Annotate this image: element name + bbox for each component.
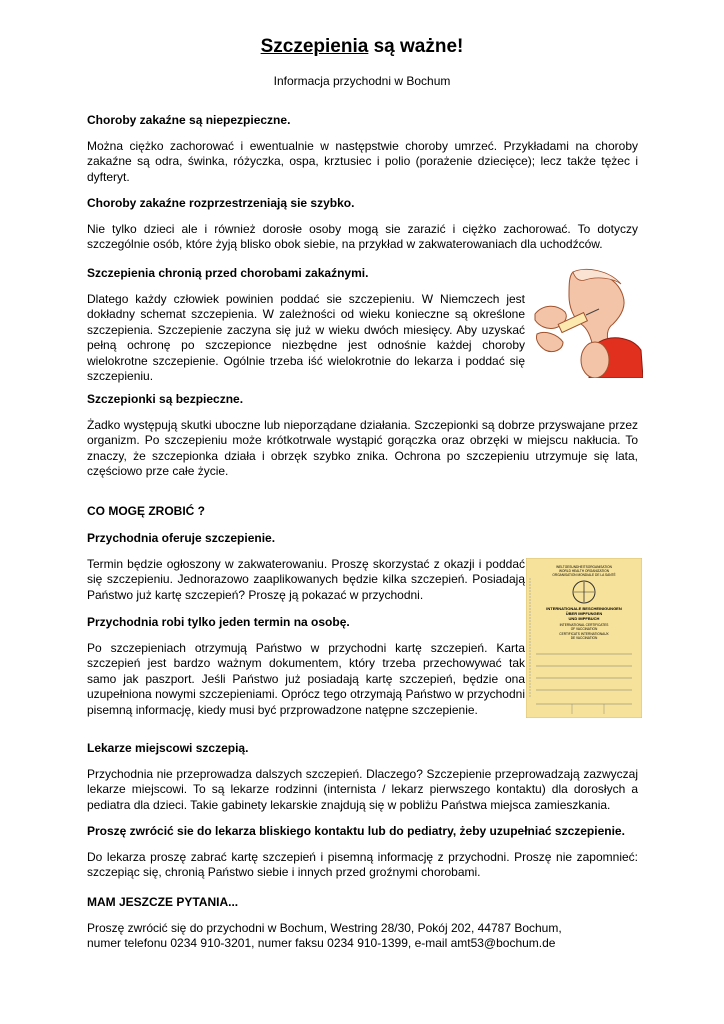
section-text: Do lekarza proszę zabrać kartę szczepień i pisemną informację z przychodni. Proszę nie zapomnieć: szczepiąc się, chronią Państwo siebie i innych przed groźnymi chorobami.: [87, 850, 638, 880]
page-subtitle: Informacja przychodni w Bochum: [273, 74, 451, 88]
section-text: Termin będzie ogłoszony w zakwaterowaniu. Proszę skorzystać z okazji i poddać się szczepieniu. Jednorazowo zaaplikowanych będzie kilka szczepień. Posiadają Państwo już kartę szczepień? Proszę ją pokazać w przychodni.: [87, 557, 525, 602]
section-heading: Przychodnia oferuje szczepienie.: [87, 531, 276, 545]
page-title: [0, 36, 724, 58]
title-rest: są ważne!: [368, 36, 464, 57]
vaccination-certificate-image: [526, 558, 642, 718]
certificate-line: DE VACCINATION: [570, 636, 598, 640]
certificate-line: WORLD HEALTH ORGANIZATION: [559, 569, 609, 573]
section-heading: Choroby zakaźne rozprzestrzeniają sie szybko.: [87, 196, 355, 210]
section-text: Żadko występują skutki uboczne lub nieporządane działania. Szczepionki są dobrze przyswajane przez organizm. Po szczepieniu może krótkotrwale wystąpić gorączka oraz obrzęki w miejscu nakłucia. To znaczy, że szczepionka działa i obrzęk szybko znika. Ochrona po szczepieniu utrzymuje się lata, częściowo prze całe życie.: [87, 418, 638, 479]
contact-phone-line: numer telefonu 0234 910-3201, numer faksu 0234 910-1399, e-mail amt53@bochum.de: [87, 936, 556, 951]
certificate-line: ÜBER IMPFUNGEN: [565, 611, 603, 616]
vaccination-illustration: [533, 268, 643, 378]
certificate-line: CERTIFICATS INTERNATIONAUX: [559, 632, 609, 636]
section-text: Dlatego każdy człowiek powinien poddać sie szczepieniu. W Niemczech jest dokładny schemat szczepienia. W zależności od wieku konieczne są określone szczepienia. Szczepienie zaczyna się już w wieku dwóch miesięcy. Aby uzyskać pełną ochronę po szczepionce niezbędne jest odnośnie każdej choroby wielokrotne szczepienie. Ogólnie trzeba iść wielokrotnie do lekarza i poddać się szczepieniu.: [87, 292, 525, 384]
section-heading: Proszę zwrócić sie do lekarza bliskiego kontaktu lub do pediatry, żeby uzupełniać szczepienie.: [87, 824, 625, 838]
contact-address-line: Proszę zwrócić się do przychodni w Bochum, Westring 28/30, Pokój 202, 44787 Bochum,: [87, 921, 562, 935]
section-heading-caps: MAM JESZCZE PYTANIA...: [87, 895, 239, 909]
title-underlined-part: Szczepienia: [260, 36, 369, 57]
section-heading: Przychodnia robi tylko jeden termin na osobę.: [87, 615, 350, 629]
contact-info: [87, 921, 638, 952]
certificate-line: OF VACCINATION: [570, 627, 598, 631]
doctor-lower-hand: [536, 332, 563, 351]
section-heading: Lekarze miejscowi szczepią.: [87, 741, 249, 755]
section-text: Przychodnia nie przeprowadza dalszych szczepień. Dlaczego? Szczepienie przeprowadzają zazwyczaj lekarze miejscowi. To są lekarze rodzinni (internista / lekarz pierwszego kontaktu) dla dorosłych a pediatra dla dzieci. Takie gabinety lekarskie znajdują się w pobliżu Państwa miejsca zamieszkania.: [87, 767, 638, 812]
patient-face: [569, 271, 624, 348]
certificate-line: INTERNATIONAL CERTIFICATES: [559, 623, 609, 627]
certificate-line: ORGANISATION MONDIALE DE LA SANTÉ: [552, 573, 616, 577]
section-text: Można ciężko zachorować i ewentualnie w następstwie choroby umrzeć. Przykładami na choroby zakaźne są odra, świnka, różyczka, ospa, krztusiec i polio (porażenie dziecięce); lecz także tężec i dyfteryt.: [87, 139, 638, 184]
patient-shoulder: [581, 342, 609, 378]
section-heading: Choroby zakaźne są niepezpieczne.: [87, 113, 291, 127]
certificate-line: WELTGESUNDHEITSORGANISATION: [556, 565, 612, 569]
certificate-line: UND IMPFBUCH: [568, 616, 600, 621]
section-text: Po szczepieniach otrzymują Państwo w przychodni kartę szczepień. Karta szczepień jest bardzo ważnym dokumentem, który trzeba przechowywać tak samo jak paszport. Jeśli Państwo już posiadają kartę szczepień, będzie ona uzupełniona nowymi szczepieniami. Oprócz tego otrzymają Państwo w przychodni pisemną informację, kiedy musi być przprowadzone natępne szczepienie.: [87, 641, 525, 717]
section-heading: Szczepienia chronią przed chorobami zakaźnymi.: [87, 266, 369, 280]
section-heading: Szczepionki są bezpieczne.: [87, 392, 244, 406]
certificate-line: INTERNATIONALE BESCHEINIGUNGEN: [546, 606, 622, 611]
section-heading-caps: CO MOGĘ ZROBIĆ ?: [87, 504, 205, 518]
section-text: Nie tylko dzieci ale i również dorosłe osoby mogą sie zarazić i ciężko zachorować. To dotyczy szczególnie osób, które żyją blisko obok siebie, na przykład w zakwaterowaniach dla uchodźców.: [87, 222, 638, 252]
